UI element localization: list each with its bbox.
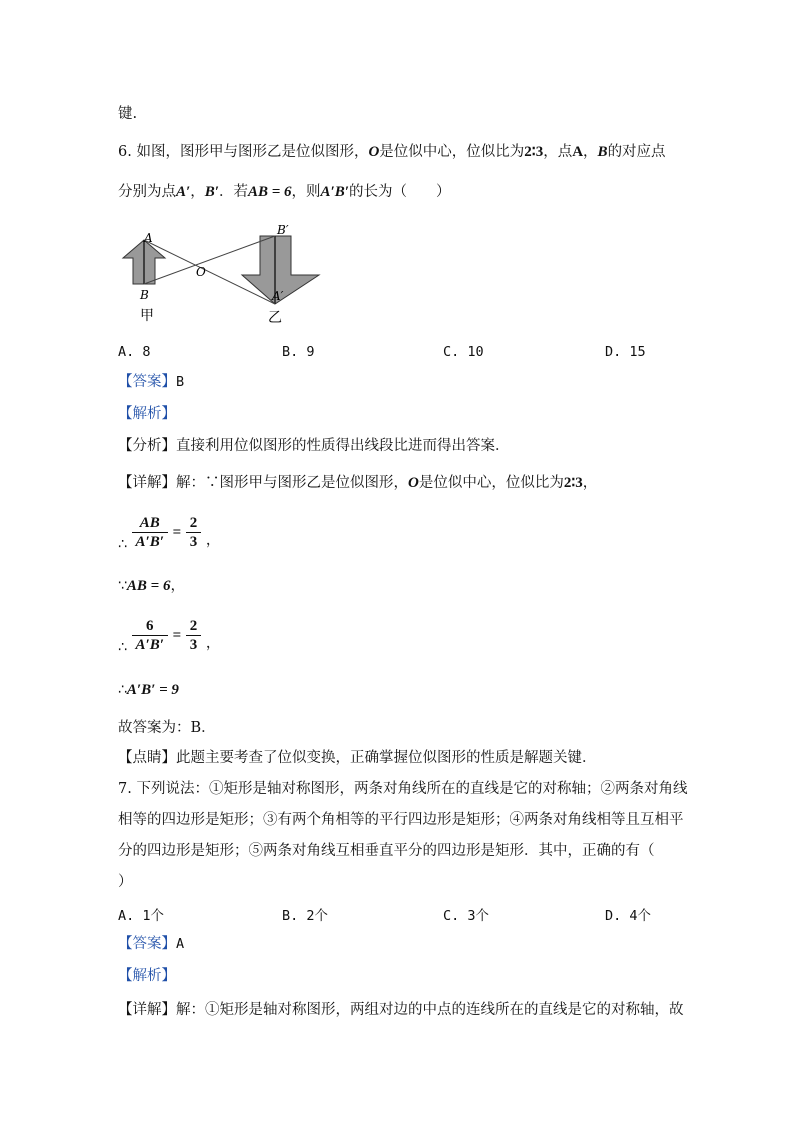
fraction-rhs [186,617,202,654]
text: ，则 [291,184,321,200]
math-O: O [368,144,380,160]
q6-option-b[interactable]: B. 9 [282,344,315,360]
label-O: O [196,265,206,279]
label-jia: 甲 [140,308,154,324]
q6-analysis-heading [118,404,176,424]
fraction-lhs [132,617,168,654]
q7-stem-line3: 分的四边形是矩形；⑤两条对角线互相垂直平分的四边形是矩形．其中，正确的有（ [118,843,655,859]
q7-option-d[interactable]: D. 4个 [605,908,652,924]
math-AB-eq: AB = 6 [247,184,292,200]
text: ．若 [218,184,248,200]
q6-conclusion: 故答案为：B． [118,720,216,736]
text: ， [582,475,598,491]
q6-option-c[interactable]: C. 10 [443,344,484,360]
xiangjie-text: 解：①矩形是轴对称图形，两组对边的中点的连线所在的直线是它的对称轴，故 [176,1002,684,1018]
text: 的长为（ ） [348,184,451,200]
dianjing-tag: 【点睛】 [118,750,176,766]
q7-analysis-heading [118,966,176,986]
answer-tag: 【答案】 [118,374,176,390]
math-expr: A′B′ = 9 [126,682,179,698]
answer-value: A [176,936,185,952]
text: ， [583,144,598,160]
q6-option-a[interactable]: A. 8 [118,344,151,360]
fenxi-text: 直接利用位似图形的性质得出线段比进而得出答案． [176,438,510,454]
fraction-lhs [132,514,168,551]
math-expr: AB = 6 [126,578,171,594]
text: ，点 [543,144,573,160]
denominator: 3 [189,534,198,550]
q6-stem-line1 [118,142,666,162]
numerator: AB [132,514,168,533]
label-yi: 乙 [268,310,282,326]
denominator: A′B′ [135,534,164,550]
xiangjie-tag: 【详解】 [118,475,176,491]
q6-xiangjie [118,473,597,493]
q7-stem-line1: 7. 下列说法：①矩形是轴对称图形，两条对角线所在的直线是它的对称轴；②两条对角线 [118,781,688,797]
label-Bprime: B′ [277,223,289,237]
fenxi-tag: 【分析】 [118,438,176,454]
math-B: B [597,144,608,160]
equals-sign: = [172,627,182,644]
figure-jia [123,240,165,284]
math-Aprime: A′ [176,184,191,200]
q7-stem-line4: ） [118,874,133,890]
text: 的对应点 [607,144,666,160]
q7-option-a[interactable]: A. 1个 [118,908,165,924]
text: 6. 如图，图形甲与图形乙是位似图形， [118,144,369,160]
analysis-tag: 【解析】 [118,968,176,984]
therefore-symbol: ∴ [118,639,127,656]
q6-step3 [118,617,220,656]
label-A: A [144,231,153,245]
numerator: 6 [132,617,168,636]
q7-answer [118,934,184,954]
q6-step2 [118,576,185,596]
numerator: 2 [186,514,202,533]
xiangjie-tag: 【详解】 [118,1002,176,1018]
q6-step1 [118,514,220,553]
q6-dianjing [118,748,597,768]
text: 是位似中心，位似比为 [379,144,525,160]
answer-tag: 【答案】 [118,936,176,952]
text: ， [205,532,221,549]
analysis-tag: 【解析】 [118,406,176,422]
text: ， [170,578,185,594]
math-ratio: 2∶3 [524,144,544,160]
therefore-symbol: ∴ [118,536,127,553]
q6-answer [118,372,184,392]
dianjing-text: 此题主要考查了位似变换，正确掌握位似图形的性质是解题关键． [176,750,597,766]
text: 解：∵图形甲与图形乙是位似图形， [176,475,408,491]
q7-xiangjie [118,1000,684,1020]
q6-option-d[interactable]: D. 15 [605,344,646,360]
text: ， [205,635,221,652]
therefore-symbol: ∴ [118,682,127,698]
label-Aprime: A′ [272,289,284,303]
fraction-rhs [186,514,202,551]
math-A: A [572,144,584,160]
answer-value: B [176,374,185,390]
q7-option-c[interactable]: C. 3个 [443,908,490,924]
numerator: 2 [186,617,202,636]
text: 分别为点 [118,184,176,200]
denominator: A′B′ [135,637,164,653]
math-Bprime: B′ [204,184,219,200]
text: ， [190,184,205,200]
q6-fenxi [118,436,510,456]
equals-sign: = [172,524,182,541]
because-symbol: ∵ [118,578,127,594]
line-A-Aprime [144,240,275,304]
math-O: O [408,475,419,491]
q6-step4 [118,680,179,700]
text: 是位似中心，位似比为 [418,475,564,491]
q7-stem-line2: 相等的四边形是矩形；③有两个角相等的平行四边形是矩形；④两条对角线相等且互相平 [118,812,684,828]
label-B: B [140,288,149,302]
math-ratio: 2∶3 [563,475,583,491]
q6-stem-line2 [118,182,450,202]
prev-text-tail: 键. [118,106,138,122]
math-ApBp: A′B′ [320,184,349,200]
denominator: 3 [189,637,198,653]
similar-figures-diagram [118,222,338,332]
q7-option-b[interactable]: B. 2个 [282,908,329,924]
